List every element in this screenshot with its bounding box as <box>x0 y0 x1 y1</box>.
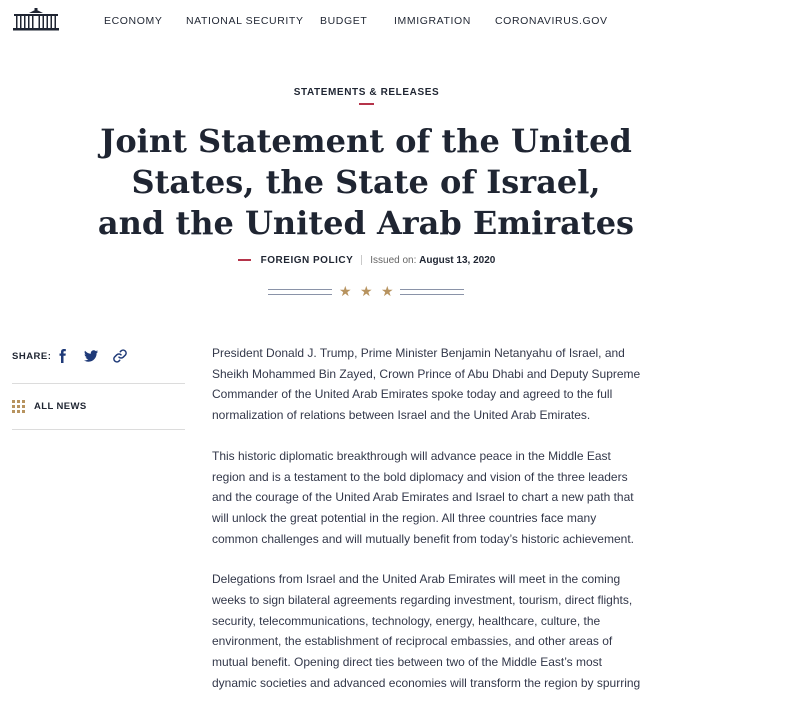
article-paragraph: Delegations from Israel and the United Arab Emirates will meet in the coming weeks to sign bilateral agreements regarding investment, tourism, direct flights, security, telecommunications, technology, energy, healthcare, culture, the environment, the establishment of reciprocal embassies, and other areas of mutual benefit. Opening direct ties between two of the Middle East’s most dynamic societies and advanced economies will transform the region by spurring <box>212 572 641 690</box>
meta-divider <box>361 255 362 265</box>
stars-divider <box>268 283 464 301</box>
share-label: SHARE: <box>12 351 52 362</box>
white-house-logo[interactable] <box>12 7 60 31</box>
star-icon: ★ <box>381 283 394 299</box>
article-paragraph: This historic diplomatic breakthrough will advance peace in the Middle East region and is a testament to the bold diplomacy and vision of the three leaders and the courage of the United Arab Emirates and Israel to chart a new path that will unlock the great potential in the region. All three countries face many common challenges and will mutually benefit from today’s historic achievement. <box>212 448 634 546</box>
grid-icon <box>12 400 25 413</box>
divider-rule-left <box>268 289 332 295</box>
article-body <box>212 343 642 714</box>
issued-date: August 13, 2020 <box>419 255 496 266</box>
section-eyebrow[interactable]: STATEMENTS & RELEASES <box>293 87 440 98</box>
page-title: Joint Statement of the United States, the State of Israel, and the United Arab Emirates <box>97 122 635 242</box>
eyebrow-underline <box>359 103 374 105</box>
category-dash <box>238 259 251 261</box>
all-news-label: ALL NEWS <box>34 401 87 412</box>
nav-budget[interactable]: BUDGET <box>320 15 368 27</box>
top-navigation <box>0 0 800 42</box>
nav-coronavirus[interactable]: CORONAVIRUS.GOV <box>495 15 608 27</box>
nav-national-security[interactable]: NATIONAL SECURITY <box>186 15 304 27</box>
star-icon: ★ <box>339 283 352 299</box>
facebook-icon[interactable] <box>55 348 71 364</box>
nav-economy[interactable]: ECONOMY <box>104 15 163 27</box>
article-paragraph: President Donald J. Trump, Prime Minister Benjamin Netanyahu of Israel, and Sheikh Mohammed Bin Zayed, Crown Prince of Abu Dhabi and Deputy Supreme Commander of the United Arab Emirates spoke today and agreed to the full normalization of relations between Israel and the United Arab Emirates. <box>212 346 641 423</box>
nav-immigration[interactable]: IMMIGRATION <box>394 15 471 27</box>
sidebar-divider <box>12 429 185 430</box>
all-news-link[interactable] <box>12 398 184 418</box>
article-meta <box>0 255 733 266</box>
link-icon[interactable] <box>112 348 128 364</box>
twitter-icon[interactable] <box>83 348 99 364</box>
issued-label: Issued on: <box>370 255 417 266</box>
divider-rule-right <box>400 289 464 295</box>
star-icon: ★ <box>360 283 373 299</box>
sidebar-divider <box>12 383 185 384</box>
share-bar <box>12 346 184 376</box>
category-link[interactable]: FOREIGN POLICY <box>260 255 354 266</box>
